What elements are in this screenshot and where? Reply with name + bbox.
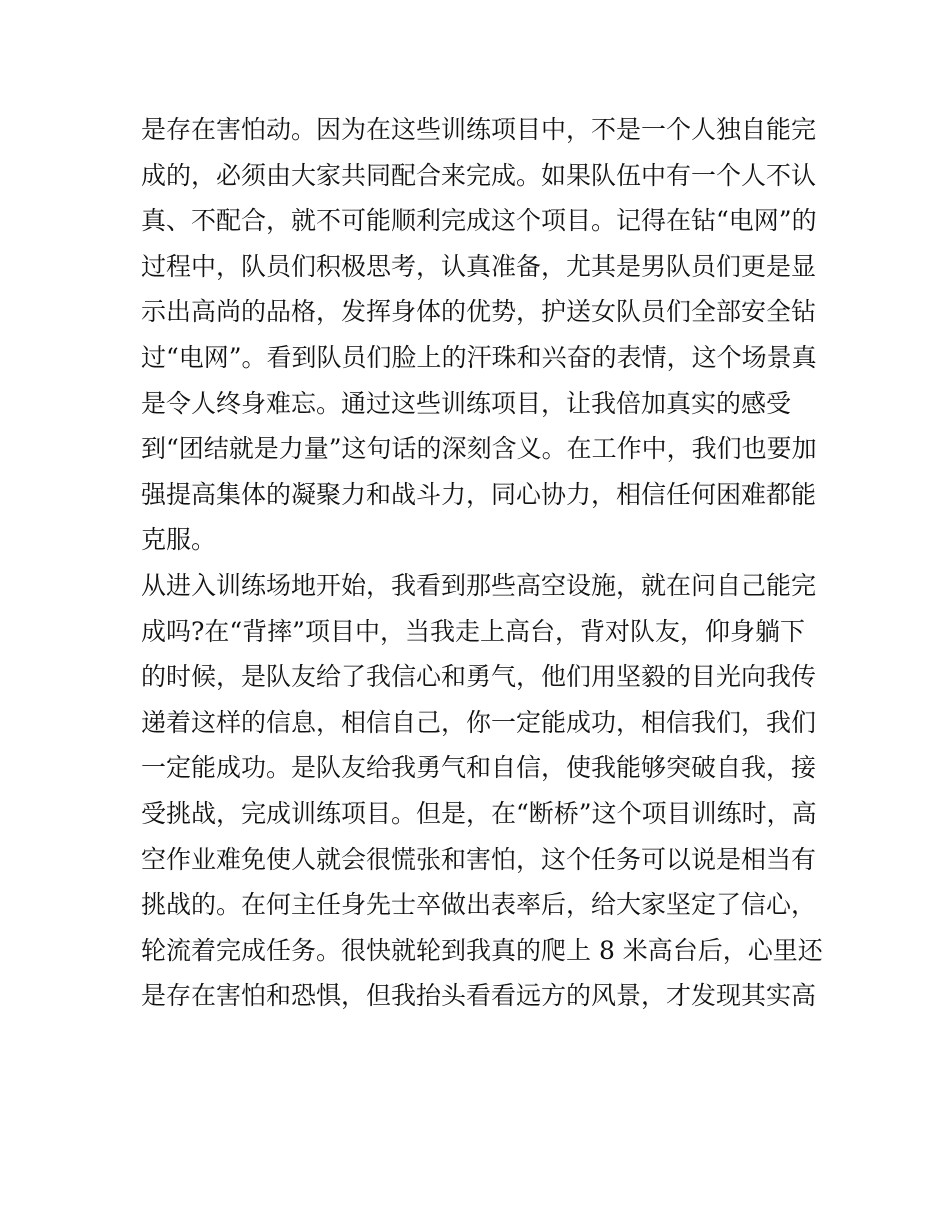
text-line: 是存在害怕和恐惧，但我抬头看看远方的风景，才发现其实高: [141, 981, 817, 1011]
text-line: 是存在害怕动。因为在这些训练项目中，不是一个人独自能完: [141, 115, 817, 144]
text-line: 受挑战，完成训练项目。但是，在“断桥”这个项目训练时，高: [141, 798, 817, 828]
text-line: 过“电网”。看到队员们脸上的汗珠和兴奋的表情，这个场景真: [141, 342, 817, 372]
text-line: 一定能成功。是队友给我勇气和自信，使我能够突破自我，接: [141, 753, 817, 783]
text-line: 轮流着完成任务。很快就轮到我真的爬上 8 米高台后，心里还: [141, 935, 823, 965]
text-line: 到“团结就是力量”这句话的深刻含义。在工作中，我们也要加: [141, 434, 817, 464]
text-line: 真、不配合，就不可能顺利完成这个项目。记得在钻“电网”的: [141, 206, 817, 236]
text-line: 成的，必须由大家共同配合来完成。如果队伍中有一个人不认: [141, 160, 817, 190]
body-text: [141, 107, 821, 1019]
text-line: 是令人终身难忘。通过这些训练项目，让我倍加真实的感受: [141, 388, 792, 418]
text-line: 示出高尚的品格，发挥身体的优势，护送女队员们全部安全钻: [141, 297, 817, 327]
text-line: 从进入训练场地开始，我看到那些高空设施，就在问自己能完: [141, 570, 817, 600]
text-line: 过程中，队员们积极思考，认真准备，尤其是男队员们更是显: [141, 251, 817, 281]
text-line: 成吗?在“背摔”项目中，当我走上高台，背对队友，仰身躺下: [141, 616, 805, 646]
text-line: 递着这样的信息，相信自己，你一定能成功，相信我们，我们: [141, 707, 817, 737]
text-line: 克服。: [141, 525, 217, 555]
text-line: 强提高集体的凝聚力和战斗力，同心协力，相信任何困难都能: [141, 479, 817, 509]
text-line: 空作业难免使人就会很慌张和害怕，这个任务可以说是相当有: [141, 844, 817, 874]
text-line: 挑战的。在何主任身先士卒做出表率后，给大家坚定了信心，: [141, 890, 817, 920]
text-line: 的时候，是队友给了我信心和勇气，他们用坚毅的目光向我传: [141, 662, 817, 692]
